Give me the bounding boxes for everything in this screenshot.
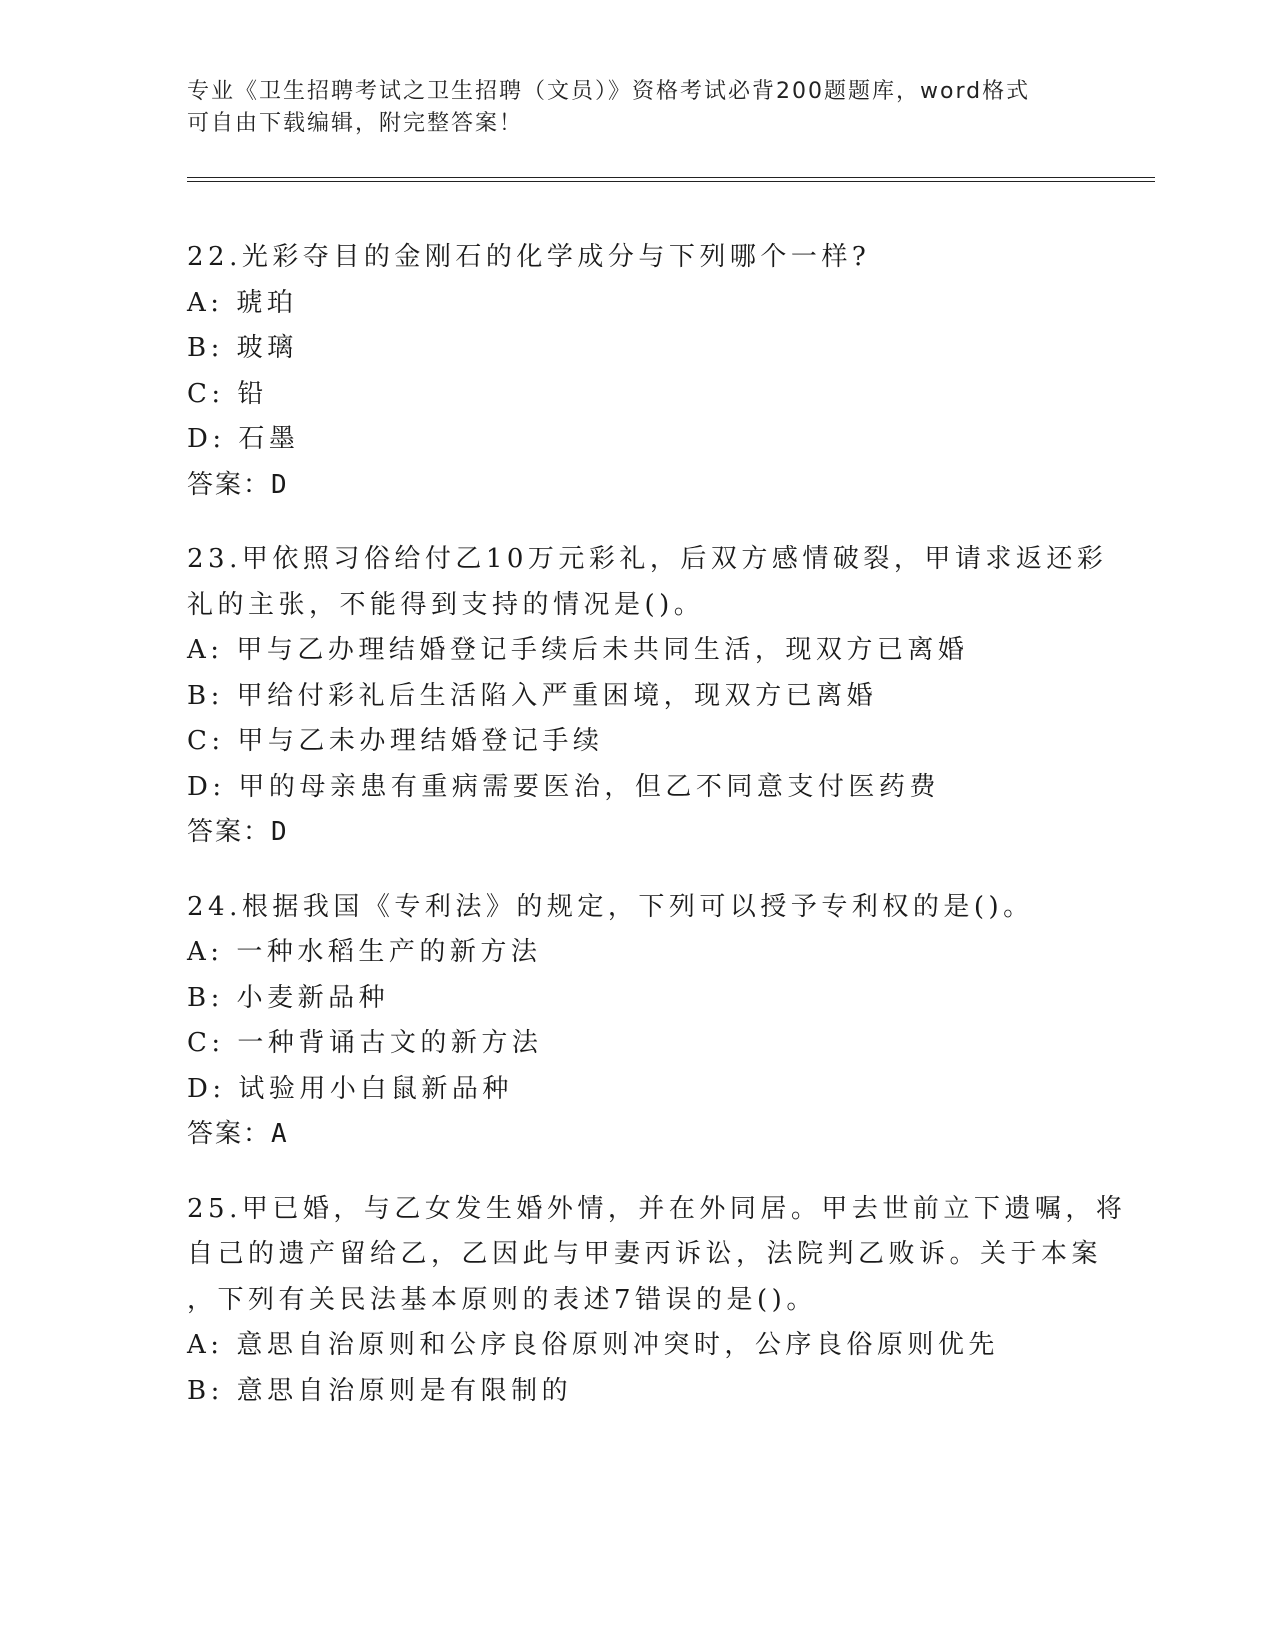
- answer-line: [187, 463, 1087, 509]
- option-b: [187, 1369, 1087, 1415]
- option-key: A:: [187, 937, 224, 967]
- option-key: D:: [187, 771, 226, 802]
- question-25: [187, 1187, 1127, 1415]
- option-text: 意思自治原则是有限制的: [236, 1375, 573, 1406]
- document-header: [187, 76, 1087, 140]
- question-23: [187, 537, 1108, 856]
- answer-line: [187, 1112, 1087, 1158]
- question-text: 自己的遗产留给乙，乙因此与甲妻丙诉讼，法院判乙败诉。关于本案: [187, 1239, 1103, 1269]
- header-double-rule: [187, 177, 1155, 182]
- answer-label: 答案：: [187, 1119, 272, 1149]
- option-b: [187, 674, 1087, 720]
- question-22: [187, 235, 1087, 508]
- answer-label: 答案：: [187, 469, 272, 500]
- answer-line: [187, 810, 1087, 856]
- option-c: [187, 1021, 1087, 1067]
- option-text: 一种背诵古文的新方法: [237, 1028, 543, 1058]
- header-line: 可自由下载编辑，附完整答案！: [187, 111, 524, 136]
- option-text: 一种水稻生产的新方法: [236, 937, 542, 967]
- option-text: 试验用小白鼠新品种: [238, 1073, 513, 1104]
- option-key: C:: [187, 1028, 225, 1058]
- option-d: [187, 417, 1087, 463]
- option-a: [187, 628, 1087, 674]
- option-key: B:: [187, 333, 224, 363]
- answer-value: D: [271, 469, 289, 500]
- option-c: [187, 719, 1087, 765]
- question-text: 23.甲依照习俗给付乙10万元彩礼，后双方感情破裂，甲请求返还彩: [187, 544, 1108, 574]
- option-a: [187, 930, 1087, 976]
- answer-value: A: [271, 1119, 289, 1149]
- header-line: 专业《卫生招聘考试之卫生招聘（文员）》资格考试必背200题题库，word格式: [187, 79, 1031, 104]
- option-text: 甲给付彩礼后生活陷入严重困境，现双方已离婚: [236, 680, 878, 711]
- option-text: 甲与乙办理结婚登记手续后未共同生活，现双方已离婚: [236, 635, 969, 665]
- option-text: 玻璃: [236, 333, 298, 363]
- option-key: A:: [187, 1330, 224, 1360]
- question-text: 24.根据我国《专利法》的规定，下列可以授予专利权的是()。: [187, 891, 1034, 922]
- option-key: B:: [187, 982, 224, 1013]
- option-text: 甲与乙未办理结婚登记手续: [237, 726, 604, 756]
- question-text: 22.光彩夺目的金刚石的化学成分与下列哪个一样?: [187, 242, 871, 272]
- option-key: D:: [187, 424, 226, 454]
- option-b: [187, 326, 1087, 372]
- option-d: [187, 1067, 1087, 1113]
- option-b: [187, 976, 1087, 1022]
- option-key: D:: [187, 1073, 226, 1104]
- question-list: [187, 235, 1127, 1443]
- option-key: A:: [187, 287, 224, 318]
- option-text: 琥珀: [236, 287, 298, 318]
- question-24: [187, 885, 1087, 1158]
- question-text: 礼的主张，不能得到支持的情况是()。: [187, 589, 705, 620]
- question-text: ，下列有关民法基本原则的表述7错误的是()。: [187, 1284, 817, 1315]
- answer-label: 答案：: [187, 817, 272, 847]
- option-text: 铅: [237, 378, 268, 409]
- option-text: 石墨: [238, 424, 300, 454]
- option-text: 意思自治原则和公序良俗原则冲突时，公序良俗原则优先: [236, 1330, 999, 1360]
- option-a: [187, 281, 1087, 327]
- option-key: B:: [187, 1375, 224, 1406]
- option-c: [187, 372, 1087, 418]
- option-key: B:: [187, 680, 224, 711]
- option-d: [187, 765, 1087, 811]
- option-text: 小麦新品种: [236, 982, 390, 1013]
- option-key: C:: [187, 378, 225, 409]
- option-key: A:: [187, 635, 224, 665]
- question-text: 25.甲已婚，与乙女发生婚外情，并在外同居。甲去世前立下遗嘱，将: [187, 1193, 1127, 1224]
- answer-value: D: [271, 817, 289, 847]
- option-a: [187, 1323, 1087, 1369]
- option-key: C:: [187, 726, 225, 756]
- option-text: 甲的母亲患有重病需要医治，但乙不同意支付医药费: [238, 771, 940, 802]
